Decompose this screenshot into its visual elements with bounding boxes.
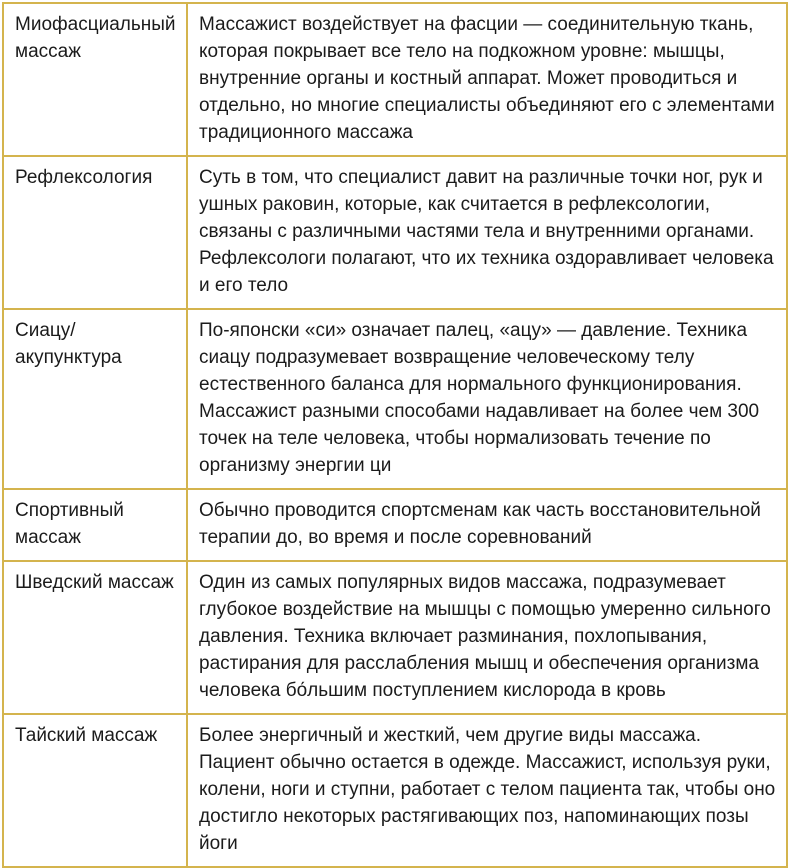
massage-types-table	[2, 2, 788, 868]
table-row	[3, 156, 787, 309]
description-cell: По-японски «си» означает палец, «ацу» — давление. Техника сиацу подразумевает возвращение человеческому телу естественного баланса для нормального функционирования. Массажист разными способами надавливает на более чем 300 точек на теле человека, чтобы нормализовать течение по организму энергии ци	[187, 309, 787, 489]
term-cell: Шведский массаж	[3, 561, 187, 714]
term-cell: Сиацу/акупунктура	[3, 309, 187, 489]
description-cell: Один из самых популярных видов массажа, подразумевает глубокое воздействие на мышцы с помощью умеренно сильного давления. Техника включает разминания, похлопывания, растирания для расслабления мышц и обеспечения организма человека бо́льшим поступлением кислорода в кровь	[187, 561, 787, 714]
table-row	[3, 3, 787, 156]
table-row	[3, 309, 787, 489]
description-cell: Обычно проводится спортсменам как часть восстановительной терапии до, во время и после соревнований	[187, 489, 787, 561]
table-row	[3, 489, 787, 561]
term-cell: Спортивный массаж	[3, 489, 187, 561]
table-row	[3, 561, 787, 714]
term-cell: Миофасциальный массаж	[3, 3, 187, 156]
term-cell: Рефлексология	[3, 156, 187, 309]
description-cell: Массажист воздействует на фасции — соединительную ткань, которая покрывает все тело на подкожном уровне: мышцы, внутренние органы и костный аппарат. Может проводиться и отдельно, но многие специалисты объединяют его с элементами традиционного массажа	[187, 3, 787, 156]
table-row	[3, 714, 787, 867]
description-cell: Более энергичный и жесткий, чем другие виды массажа. Пациент обычно остается в одежде. Массажист, используя руки, колени, ноги и ступни, работает с телом пациента так, чтобы оно достигло некоторых растягивающих поз, напоминающих позы йоги	[187, 714, 787, 867]
description-cell: Суть в том, что специалист давит на различные точки ног, рук и ушных раковин, которые, как считается в рефлексологии, связаны с различными частями тела и внутренними органами. Рефлексологи полагают, что их техника оздоравливает человека и его тело	[187, 156, 787, 309]
term-cell: Тайский массаж	[3, 714, 187, 867]
